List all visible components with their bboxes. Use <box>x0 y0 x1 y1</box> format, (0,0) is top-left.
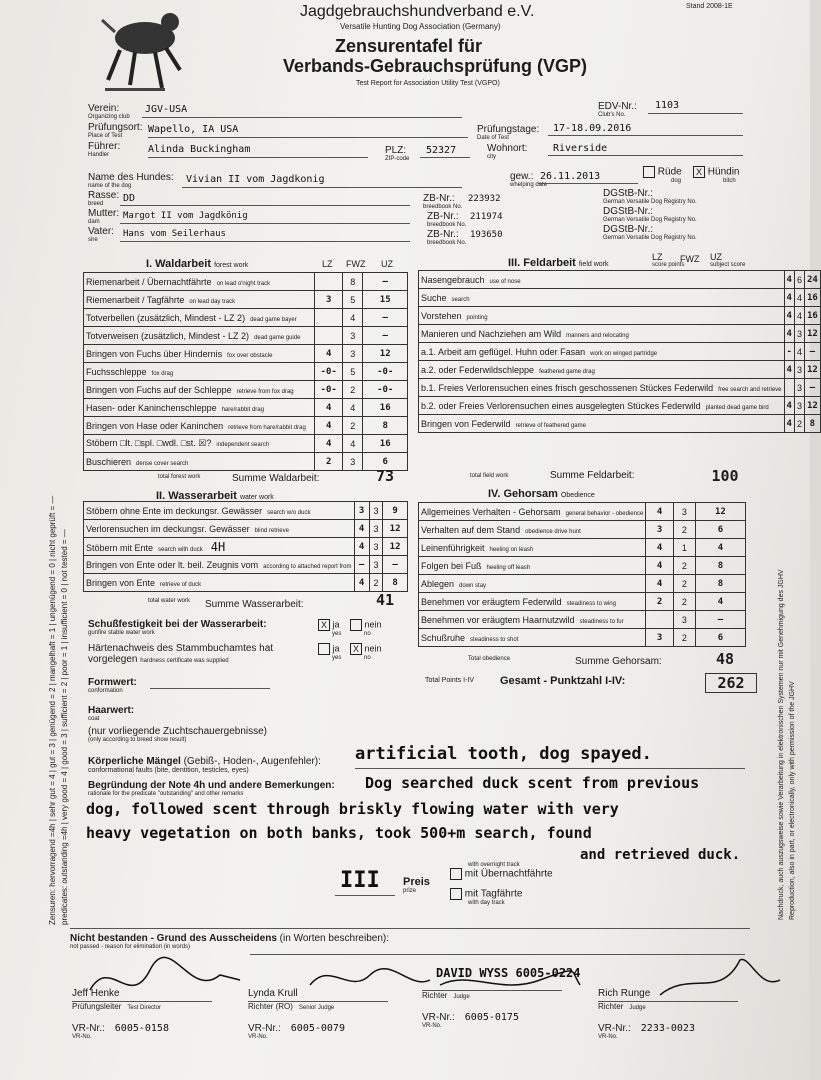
feldarbeit-row <box>419 415 821 433</box>
feldarbeit-fwz-cell: 2 <box>794 415 804 433</box>
judge-name: Rich Runge <box>598 988 651 999</box>
feldarbeit-uz-cell: 12 <box>804 397 820 415</box>
gehorsam-fwz-cell: 2 <box>673 557 695 575</box>
rasse-label: Rasse: breed <box>88 190 120 207</box>
feldarbeit-lz-cell: - <box>784 343 794 361</box>
feldarbeit-row <box>419 397 821 415</box>
feldarbeit-fwz-cell: 3 <box>794 361 804 379</box>
waldarbeit-fwz-cell: 5 <box>342 291 363 309</box>
judge-role: Richter Judge <box>598 1002 646 1011</box>
waldarbeit-uz-cell: — <box>363 309 408 327</box>
wasserarbeit-fwz-cell: 2 <box>369 574 382 592</box>
waldarbeit-uz-cell: — <box>363 273 408 291</box>
feldarbeit-lz-cell: 4 <box>784 361 794 379</box>
gehorsam-lz-cell: 4 <box>646 575 674 593</box>
feldarbeit-row <box>419 325 821 343</box>
judge-block <box>248 988 408 1040</box>
waldarbeit-row <box>84 309 408 327</box>
wasserarbeit-lz-cell: — <box>354 556 369 574</box>
feldarbeit-row-label: Vorstehen pointing <box>419 307 785 325</box>
form-title: Zensurentafel für <box>335 36 483 56</box>
feldarbeit-lz-cell: 4 <box>784 271 794 289</box>
gehorsam-lz-cell: 4 <box>646 557 674 575</box>
feldarbeit-lz-cell: 4 <box>784 415 794 433</box>
vater-value: Hans vom Seilerhaus <box>123 229 226 239</box>
wasserarbeit-row <box>84 502 408 520</box>
begr-line-2: dog, followed scent through briskly flowing water with very <box>86 800 619 818</box>
waldarbeit-lz-cell: -0- <box>315 381 343 399</box>
form-title-2: Verbands-Gebrauchsprüfung (VGP) <box>283 56 588 76</box>
predicates-de: Zensuren: hervorragend =4h | sehr gut = 4 | gut = 3 | genügend = 2 | mangelhaft = 1 | ungenügend = 0 | nicht geprüft = — <box>48 495 57 925</box>
harte-nein[interactable]: X nein no <box>350 643 382 661</box>
feldarbeit-row <box>419 343 821 361</box>
edv-label: EDV-Nr.: Club's No. <box>598 101 637 118</box>
waldarbeit-row-label: Bringen von Hase oder Kaninchen retrieve from hare/rabbit drag <box>84 417 315 435</box>
feldarbeit-lz-cell: 4 <box>784 397 794 415</box>
wasserarbeit-uz-cell: — <box>383 556 408 574</box>
judge-name: Lynda Krull <box>248 988 298 999</box>
harte-label: Härtenachweis des Stammbuchamtes hat vorgelegen hardness certificate was supplied <box>88 643 274 665</box>
feldarbeit-row-label: b.2. oder Freies Verlorensuchen eines ausgelegten Stückes Federwild planted dead game bird <box>419 397 785 415</box>
gehorsam-fwz-cell: 2 <box>673 593 695 611</box>
col-uz-left: UZ <box>381 259 393 269</box>
feldarbeit-fwz-cell: 4 <box>794 343 804 361</box>
gehorsam-row-label: Folgen bei Fuß heeling off leash <box>419 557 646 575</box>
wasserarbeit-fwz-cell: 3 <box>369 538 382 556</box>
wald-sum-label: Summe Waldarbeit: <box>232 473 320 484</box>
gehorsam-uz-cell: 6 <box>695 629 745 647</box>
gehorsam-row <box>419 611 746 629</box>
waldarbeit-uz-cell: -0- <box>363 381 408 399</box>
feldarbeit-fwz-cell: 4 <box>794 307 804 325</box>
waldarbeit-lz-cell: 4 <box>315 345 343 363</box>
waldarbeit-lz-cell: 4 <box>315 417 343 435</box>
waldarbeit-row <box>84 273 408 291</box>
waldarbeit-uz-cell: -0- <box>363 363 408 381</box>
gehorsam-lz-cell <box>646 611 674 629</box>
haarwert-label: Haarwert: coat <box>88 705 135 722</box>
wald-sum-value: 73 <box>375 467 395 485</box>
col-fwz-left: FWZ <box>346 259 366 269</box>
org-name-en: Versatile Hunting Dog Association (Germany) <box>340 22 501 31</box>
dgstb-label: DGStB-Nr.: German Versatile Dog Registry No. <box>603 188 697 205</box>
gew-value: 26.11.2013 <box>540 171 601 182</box>
waldarbeit-row-label: Buschieren dense cover search <box>84 453 315 471</box>
waldarbeit-row <box>84 399 408 417</box>
feld-sum-label: Summe Feldarbeit: <box>550 470 635 481</box>
gehorsam-row <box>419 575 746 593</box>
gehorsam-row-label: Leinenführigkeit heeling on leash <box>419 539 646 557</box>
vater-zb-value: 193650 <box>470 230 503 240</box>
predicates-en: predicates: outstanding =4h | very good = 4 | good = 3 | sufficient = 2 | poor = 1 | insufficient = 0 | not tested = — <box>60 529 69 925</box>
gehorsam-row <box>419 557 746 575</box>
waldarbeit-row <box>84 327 408 345</box>
waldarbeit-lz-cell: 4 <box>315 399 343 417</box>
nicht-bestanden-label: Nicht bestanden - Grund des Ausscheidens (in Worten beschreiben): not passed - reason for elimination (in words) <box>70 933 389 950</box>
gehorsam-fwz-cell: 2 <box>673 575 695 593</box>
waldarbeit-row-label: Bringen von Fuchs auf der Schleppe retrieve from fox drag <box>84 381 315 399</box>
gehorsam-uz-cell: 4 <box>695 539 745 557</box>
begr-line-4: and retrieved duck. <box>580 847 741 863</box>
waldarbeit-uz-cell: 15 <box>363 291 408 309</box>
col-lz-right: LZ score points <box>652 252 685 268</box>
jghv-dog-logo <box>100 0 190 95</box>
edv-value: 1103 <box>655 100 680 111</box>
waldarbeit-row-label: Fuchsschleppe fox drag <box>84 363 315 381</box>
preis-value: III <box>340 868 380 893</box>
waldarbeit-row-label: Riemenarbeit / Tagfährte on lead day track <box>84 291 315 309</box>
judge-3-handwritten: DAVID WYSS 6005-0224 <box>436 966 581 980</box>
copyright-de: Nachdruck, auch auszugsweise sowie Verarbeitung in elektronischen Systemen nur mit Genehmigung des JGHV <box>778 569 785 920</box>
judge-role: Prüfungsleiter Test Director <box>72 1002 162 1011</box>
waldarbeit-fwz-cell: 4 <box>342 435 363 453</box>
waldarbeit-row <box>84 291 408 309</box>
feld-sum-en: total field work <box>470 473 509 479</box>
feldarbeit-fwz-cell: 6 <box>794 271 804 289</box>
gehorsam-uz-cell: 8 <box>695 557 745 575</box>
gehorsam-row <box>419 521 746 539</box>
hund-label: Name des Hundes: name of the dog <box>88 172 174 189</box>
wasserarbeit-row-label: Stöbern ohne Ente im deckungsr. Gewässer search w/o duck <box>84 502 355 520</box>
vater-label: Vater: sire <box>88 226 114 243</box>
feldarbeit-uz-cell: 16 <box>804 307 820 325</box>
feldarbeit-row-label: b.1. Freies Verlorensuchen eines frisch geschossenen Stückes Federwild free search and retrieve <box>419 379 785 397</box>
wasserarbeit-lz-cell: 4 <box>354 520 369 538</box>
wasserarbeit-row-label: Bringen von Ente oder lt. beil. Zeugnis vom according to attached report from <box>84 556 355 574</box>
geh-sum-label: Summe Gehorsam: <box>575 656 662 667</box>
mutter-value: Margot II vom Jagdkönig <box>123 211 248 221</box>
mutter-label: Mutter: dam <box>88 208 120 225</box>
feldarbeit-row-label: Manieren und Nachziehen am Wild manners and relocating <box>419 325 785 343</box>
feldarbeit-uz-cell: 16 <box>804 289 820 307</box>
gehorsam-uz-cell: 4 <box>695 593 745 611</box>
waldarbeit-title: I. Waldarbeit forest work <box>146 258 249 270</box>
feldarbeit-uz-cell: 24 <box>804 271 820 289</box>
judge-role: Richter Judge <box>422 991 470 1000</box>
feldarbeit-fwz-cell: 3 <box>794 379 804 397</box>
mutter-zb-value: 211974 <box>470 212 503 222</box>
feldarbeit-uz-cell: — <box>804 379 820 397</box>
tage-value: 17-18.09.2016 <box>553 123 632 134</box>
total-en: Total Points I-IV <box>425 677 475 684</box>
fuhrer-value: Alinda Buckingham <box>148 144 251 155</box>
gehorsam-row-label: Schußruhe steadiness to shot <box>419 629 646 647</box>
feldarbeit-fwz-cell: 3 <box>794 397 804 415</box>
plz-label: PLZ: ZIP-code <box>385 145 410 162</box>
gehorsam-lz-cell: 4 <box>646 539 674 557</box>
gehorsam-uz-cell: 6 <box>695 521 745 539</box>
judge-vr: VR-Nr.: 6005-0079 VR-No. <box>248 1023 345 1040</box>
wohnort-label: Wohnort: city <box>487 143 528 160</box>
wasserarbeit-row <box>84 538 408 556</box>
zb-value: 223932 <box>468 194 501 204</box>
gehorsam-uz-cell: 8 <box>695 575 745 593</box>
gehorsam-fwz-cell: 2 <box>673 521 695 539</box>
wasserarbeit-row <box>84 556 408 574</box>
judge-block <box>72 988 232 1040</box>
wasserarbeit-row-label: Bringen von Ente retrieve of duck <box>84 574 355 592</box>
zb-label: ZB-Nr.: breedbook No. <box>423 193 463 210</box>
wasserarbeit-uz-cell: 8 <box>383 574 408 592</box>
waldarbeit-row-label: Totverweisen (zusätzlich, Mindest - LZ 2) dead game guide <box>84 327 315 345</box>
feldarbeit-uz-cell: — <box>804 343 820 361</box>
waldarbeit-fwz-cell: 3 <box>342 327 363 345</box>
hundin-check[interactable]: X Hündin bitch <box>693 166 739 184</box>
waldarbeit-lz-cell: 4 <box>315 435 343 453</box>
wasserarbeit-row <box>84 520 408 538</box>
gehorsam-row-label: Allgemeines Verhalten - Gehorsam general behavior - obedience <box>419 503 646 521</box>
rude-check[interactable]: Rüde dog <box>643 166 682 184</box>
feldarbeit-row <box>419 289 821 307</box>
waldarbeit-fwz-cell: 3 <box>342 345 363 363</box>
gehorsam-row-label: Ablegen down stay <box>419 575 646 593</box>
gehorsam-uz-cell: — <box>695 611 745 629</box>
schuss-nein[interactable]: nein no <box>350 619 382 637</box>
col-lz-left: LZ <box>322 259 333 269</box>
gehorsam-uz-cell: 12 <box>695 503 745 521</box>
fuhrer-label: Führer: Handler <box>88 141 121 158</box>
gehorsam-lz-cell: 3 <box>646 521 674 539</box>
gehorsam-fwz-cell: 1 <box>673 539 695 557</box>
waldarbeit-row <box>84 345 408 363</box>
col-fwz-right: FWZ <box>680 254 700 264</box>
feldarbeit-fwz-cell: 3 <box>794 325 804 343</box>
wasserarbeit-lz-cell: 4 <box>354 574 369 592</box>
feldarbeit-table <box>418 270 821 433</box>
feld-sum-value: 100 <box>711 467 739 485</box>
schuss-label: Schußfestigkeit bei der Wasserarbeit: gunfire stable water work <box>88 619 267 636</box>
wasserarbeit-row <box>84 574 408 592</box>
waldarbeit-fwz-cell: 2 <box>342 417 363 435</box>
waldarbeit-table <box>83 272 408 471</box>
waldarbeit-fwz-cell: 2 <box>342 381 363 399</box>
org-name: Jagdgebrauchshundverband e.V. <box>300 3 535 20</box>
wasserarbeit-lz-cell: 4 <box>354 538 369 556</box>
gehorsam-table <box>418 502 746 647</box>
wasserarbeit-lz-cell: 3 <box>354 502 369 520</box>
waldarbeit-fwz-cell: 4 <box>342 399 363 417</box>
waldarbeit-row <box>84 435 408 453</box>
waldarbeit-row-label: Hasen- oder Kaninchenschleppe hare/rabbit drag <box>84 399 315 417</box>
zucht-note: (nur vorliegende Zuchtschauergebnisse) (only according to breed show result) <box>88 726 267 743</box>
rasse-value: DD <box>123 193 136 204</box>
verein-value: JGV-USA <box>145 104 188 115</box>
feldarbeit-row <box>419 271 821 289</box>
copyright-en: Reproduction, also in part, or electronically, only with permission of the JGHV <box>789 681 796 920</box>
feldarbeit-uz-cell: 8 <box>804 415 820 433</box>
form-version: Stand 2008-1E <box>686 3 733 10</box>
feldarbeit-lz-cell: 4 <box>784 289 794 307</box>
wasserarbeit-row-label: Stöbern mit Ente search with duck 4H <box>84 538 355 556</box>
feldarbeit-fwz-cell: 4 <box>794 289 804 307</box>
waldarbeit-row <box>84 417 408 435</box>
waldarbeit-row-label: Stöbern □lt. □spl. □wdl. □st. ☒? independent search <box>84 435 315 453</box>
waldarbeit-lz-cell <box>315 327 343 345</box>
waldarbeit-uz-cell: 8 <box>363 417 408 435</box>
feldarbeit-lz-cell <box>784 379 794 397</box>
gehorsam-lz-cell: 3 <box>646 629 674 647</box>
wasser-sum-value: 41 <box>375 591 395 609</box>
gehorsam-fwz-cell: 3 <box>673 503 695 521</box>
waldarbeit-row-label: Totverbellen (zusätzlich, Mindest - LZ 2) dead game bayer <box>84 309 315 327</box>
wald-sum-en: total forest work <box>158 474 201 480</box>
gehorsam-lz-cell: 2 <box>646 593 674 611</box>
judge-vr: VR-Nr.: 6005-0175 VR-No. <box>422 1012 519 1029</box>
wasser-sum-label: Summe Wasserarbeit: <box>205 599 304 610</box>
wasserarbeit-fwz-cell: 3 <box>369 502 382 520</box>
ort-value: Wapello, IA USA <box>148 124 239 135</box>
judge-block <box>422 988 582 1029</box>
feldarbeit-uz-cell: 12 <box>804 325 820 343</box>
waldarbeit-uz-cell: 16 <box>363 399 408 417</box>
begr-line-3: heavy vegetation on both banks, took 500+m search, found <box>86 824 592 842</box>
waldarbeit-fwz-cell: 4 <box>342 309 363 327</box>
harte-ja[interactable]: ja yes <box>318 643 341 661</box>
waldarbeit-row <box>84 453 408 471</box>
vater-zb-label: ZB-Nr.: breedbook No. <box>427 229 467 246</box>
wasserarbeit-fwz-cell: 3 <box>369 556 382 574</box>
wasserarbeit-uz-cell: 12 <box>383 520 408 538</box>
feldarbeit-row <box>419 307 821 325</box>
gew-label: gew.: whelping date <box>510 171 548 188</box>
feldarbeit-row-label: a.2. oder Federwildschleppe feathered game drag <box>419 361 785 379</box>
gehorsam-row <box>419 629 746 647</box>
feldarbeit-row-label: Suche search <box>419 289 785 307</box>
waldarbeit-row-label: Riemenarbeit / Übernachtfährte on lead o'night track <box>84 273 315 291</box>
gehorsam-title: IV. Gehorsam Obedience <box>488 488 595 500</box>
gehorsam-row <box>419 503 746 521</box>
preis-label: Preis prize <box>403 876 430 894</box>
wohnort-value: Riverside <box>553 143 608 154</box>
tag-option[interactable]: mit Tagfährte with day track <box>450 888 522 906</box>
waldarbeit-fwz-cell: 8 <box>342 273 363 291</box>
mangel-value: artificial tooth, dog spayed. <box>355 744 652 764</box>
mutter-zb-label: ZB-Nr.: breedbook No. <box>427 211 467 228</box>
feldarbeit-lz-cell: 4 <box>784 307 794 325</box>
col-uz-right: UZ subject score <box>710 252 746 268</box>
feldarbeit-uz-cell: 12 <box>804 361 820 379</box>
plz-value: 52327 <box>426 145 457 156</box>
hund-value: Vivian II vom Jagdkonig <box>186 174 325 185</box>
judge-role: Richter (RO) Senior Judge <box>248 1002 335 1011</box>
waldarbeit-uz-cell: 6 <box>363 453 408 471</box>
gehorsam-fwz-cell: 2 <box>673 629 695 647</box>
formwert-label: Formwert: conformation <box>88 677 137 694</box>
judge-vr: VR-Nr.: 6005-0158 VR-No. <box>72 1023 169 1040</box>
feldarbeit-row <box>419 361 821 379</box>
wasserarbeit-title: II. Wasserarbeit water work <box>156 490 274 502</box>
waldarbeit-lz-cell <box>315 309 343 327</box>
waldarbeit-fwz-cell: 3 <box>342 453 363 471</box>
mangel-label: Körperliche Mängel (Gebiß-, Hoden-, Augenfehler): conformational faults (bite, dentition, testicles, eyes) <box>88 756 321 774</box>
waldarbeit-lz-cell <box>315 273 343 291</box>
geh-sum-value: 48 <box>715 650 735 668</box>
gehorsam-row-label: Verhalten auf dem Stand obedience drive hunt <box>419 521 646 539</box>
waldarbeit-row <box>84 363 408 381</box>
total-value: 262 <box>705 673 757 693</box>
gehorsam-row-label: Benehmen vor eräugtem Federwild steadiness to wing <box>419 593 646 611</box>
judge-block <box>598 988 758 1040</box>
waldarbeit-fwz-cell: 5 <box>342 363 363 381</box>
feldarbeit-lz-cell: 4 <box>784 325 794 343</box>
waldarbeit-uz-cell: — <box>363 327 408 345</box>
waldarbeit-uz-cell: 16 <box>363 435 408 453</box>
wasserarbeit-row-label: Verlorensuchen im deckungsr. Gewässer blind retrieve <box>84 520 355 538</box>
gehorsam-row-label: Benehmen vor eräugtem Haarnutzwild steadiness to fur <box>419 611 646 629</box>
wasserarbeit-table <box>83 501 408 592</box>
feldarbeit-row-label: Nasengebrauch use of nose <box>419 271 785 289</box>
gehorsam-row <box>419 539 746 557</box>
waldarbeit-lz-cell: 2 <box>315 453 343 471</box>
waldarbeit-row-label: Bringen von Fuchs über Hindernis fox over obstacle <box>84 345 315 363</box>
feldarbeit-row-label: Bringen von Federwild retrieve of feathered game <box>419 415 785 433</box>
total-label: Gesamt - Punktzahl I-IV: <box>500 675 626 687</box>
gehorsam-fwz-cell: 3 <box>673 611 695 629</box>
feldarbeit-row-label: a.1. Arbeit am geflügel. Huhn oder Fasan work on winged partridge <box>419 343 785 361</box>
ueber-option[interactable]: with overnight track mit Übernachtfährte <box>450 862 553 880</box>
vater-dgstb-label: DGStB-Nr.: German Versatile Dog Registry No. <box>603 224 697 241</box>
ort-label: Prüfungsort: Place of Test <box>88 122 143 139</box>
mutter-dgstb-label: DGStB-Nr.: German Versatile Dog Registry No. <box>603 206 697 223</box>
begr-line-1: Dog searched duck scent from previous <box>365 774 700 792</box>
feldarbeit-title: III. Feldarbeit field work <box>508 257 609 269</box>
waldarbeit-row <box>84 381 408 399</box>
form-title-en: Test Report for Association Utility Test (VGPO) <box>356 80 500 87</box>
schuss-ja[interactable]: X ja yes <box>318 619 341 637</box>
waldarbeit-lz-cell: -0- <box>315 363 343 381</box>
tage-label: Prüfungstage: Date of Test <box>477 124 540 141</box>
waldarbeit-lz-cell: 3 <box>315 291 343 309</box>
feldarbeit-row <box>419 379 821 397</box>
wasserarbeit-uz-cell: 9 <box>383 502 408 520</box>
waldarbeit-uz-cell: 12 <box>363 345 408 363</box>
judge-name: Jeff Henke <box>72 988 120 999</box>
verein-label: Verein: Organizing club <box>88 103 130 120</box>
geh-sum-en: Total obedience <box>468 656 511 662</box>
wasser-sum-en: total water work <box>148 598 191 604</box>
gehorsam-lz-cell: 4 <box>646 503 674 521</box>
judge-vr: VR-Nr.: 2233-0023 VR-No. <box>598 1023 695 1040</box>
wasserarbeit-fwz-cell: 3 <box>369 520 382 538</box>
gehorsam-row <box>419 593 746 611</box>
wasserarbeit-uz-cell: 12 <box>383 538 408 556</box>
begr-label: Begründung der Note 4h und andere Bemerkungen: rationale for the predicate "outstanding" and other remarks <box>88 780 335 797</box>
